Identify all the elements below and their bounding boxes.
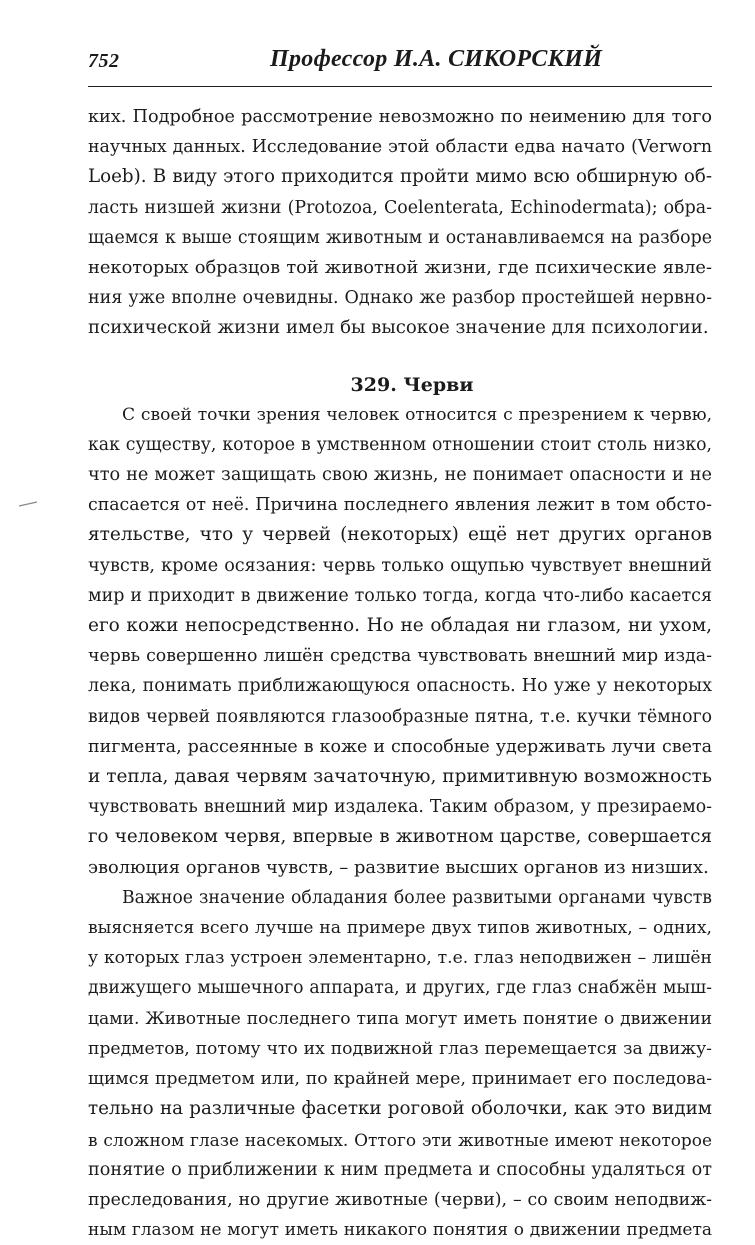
text-line: лека, понимать приближающуюся опасность. Но уже у некоторых [88, 676, 712, 697]
text-line: щимся предметом или, по крайней мере, принимает его последова- [88, 1069, 712, 1090]
text-line: С своей точки зрения человек относится с презрением к червю, [122, 404, 712, 425]
text-line: ятельстве, что у червей (некоторых) ещё нет других органов [88, 524, 712, 546]
text-line: чувствовать внешний мир издалека. Таким образом, у презираемо- [88, 797, 712, 818]
header-rule [88, 86, 712, 87]
text-line: пигмента, рассеянные в коже и способные удерживать лучи света [88, 736, 712, 757]
text-line: в сложном глазе насекомых. Оттого эти животные имеют некоторое [88, 1129, 712, 1150]
text-line: цами. Животные последнего типа могут иметь понятие о движении [88, 1008, 712, 1029]
text-line: как существу, которое в умственном отношении стоит столь низко, [88, 434, 712, 455]
text-line: научных данных. Исследование этой области едва начато (Verworn [88, 137, 712, 158]
text-line: ным глазом не могут иметь никакого понятия о движении предмета [88, 1220, 712, 1241]
text-line: чувств, кроме осязания: червь только ощупью чувствует внешний [88, 555, 712, 576]
text-line: эволюция органов чувств, – развитие высших органов из низших. [88, 856, 709, 878]
text-line: мир и приходит в движение только тогда, когда что-либо касается [88, 585, 712, 606]
text-line: что не может защищать свою жизнь, не понимает опасности и не [88, 465, 712, 486]
text-line: Loeb). В виду этого приходится пройти мимо всю обширную об- [88, 166, 712, 188]
text-line: ких. Подробное рассмотрение невозможно по неимению для того [88, 107, 712, 127]
page-number: 752 [88, 50, 120, 72]
running-head [88, 46, 712, 80]
text-line: психической жизни имел бы высокое значение для психологии. [88, 317, 709, 339]
text-line: выясняется всего лучше на примере двух типов животных, – одних, [88, 918, 712, 939]
text-line: понятие о приближении к ним предмета и способны удаляться от [88, 1159, 712, 1180]
running-head-author: Профессор И.А. СИКОРСКИЙ [270, 46, 603, 72]
text-line: тельно на различные фасетки роговой оболочки, как это видим [88, 1098, 712, 1120]
paragraph-2 [88, 400, 712, 883]
text-line: ния уже вполне очевидны. Однако же разбор простейшей нервно- [88, 288, 712, 309]
text-line: Важное значение обладания более развитыми органами чувств [122, 887, 712, 908]
body-text [88, 102, 712, 1245]
text-line: некоторых образцов той животной жизни, где психические явле- [88, 257, 712, 279]
text-line: спасается от неё. Причина последнего явления лежит в том обсто- [88, 495, 712, 516]
text-line: движущего мышечного аппарата, и других, где глаз снабжён мыш- [88, 978, 712, 999]
text-line: преследования, но другие животные (черви), – со своим неподвиж- [88, 1189, 712, 1210]
text-line: его кожи непосредственно. Но не обладая ни глазом, ни ухом, [88, 615, 712, 637]
text-line: у которых глаз устроен элементарно, т.е. глаз неподвижен – лишён [88, 948, 712, 969]
text-line: червь совершенно лишён средства чувствовать внешний мир изда- [88, 646, 712, 667]
paragraph-3 [88, 883, 712, 1245]
text-line: ласть низшей жизни (Protozoa, Coelenterata, Echinodermata); обра- [88, 197, 712, 218]
text-line: щаемся к выше стоящим животным и останавливаемся на разборе [88, 227, 712, 248]
paragraph-1 [88, 102, 712, 344]
section-heading: 329. Черви [350, 373, 474, 396]
text-line: видов червей появляются глазообразные пятна, т.е. кучки тёмного [88, 706, 712, 727]
margin-pencil-mark [18, 500, 38, 508]
text-line: предметов, потому что их подвижной глаз перемещается за движу- [88, 1038, 712, 1059]
text-line: го человеком червя, впервые в животном царстве, совершается [88, 826, 712, 848]
text-line: и тепла, давая червям зачаточную, примитивную возможность [88, 766, 712, 788]
